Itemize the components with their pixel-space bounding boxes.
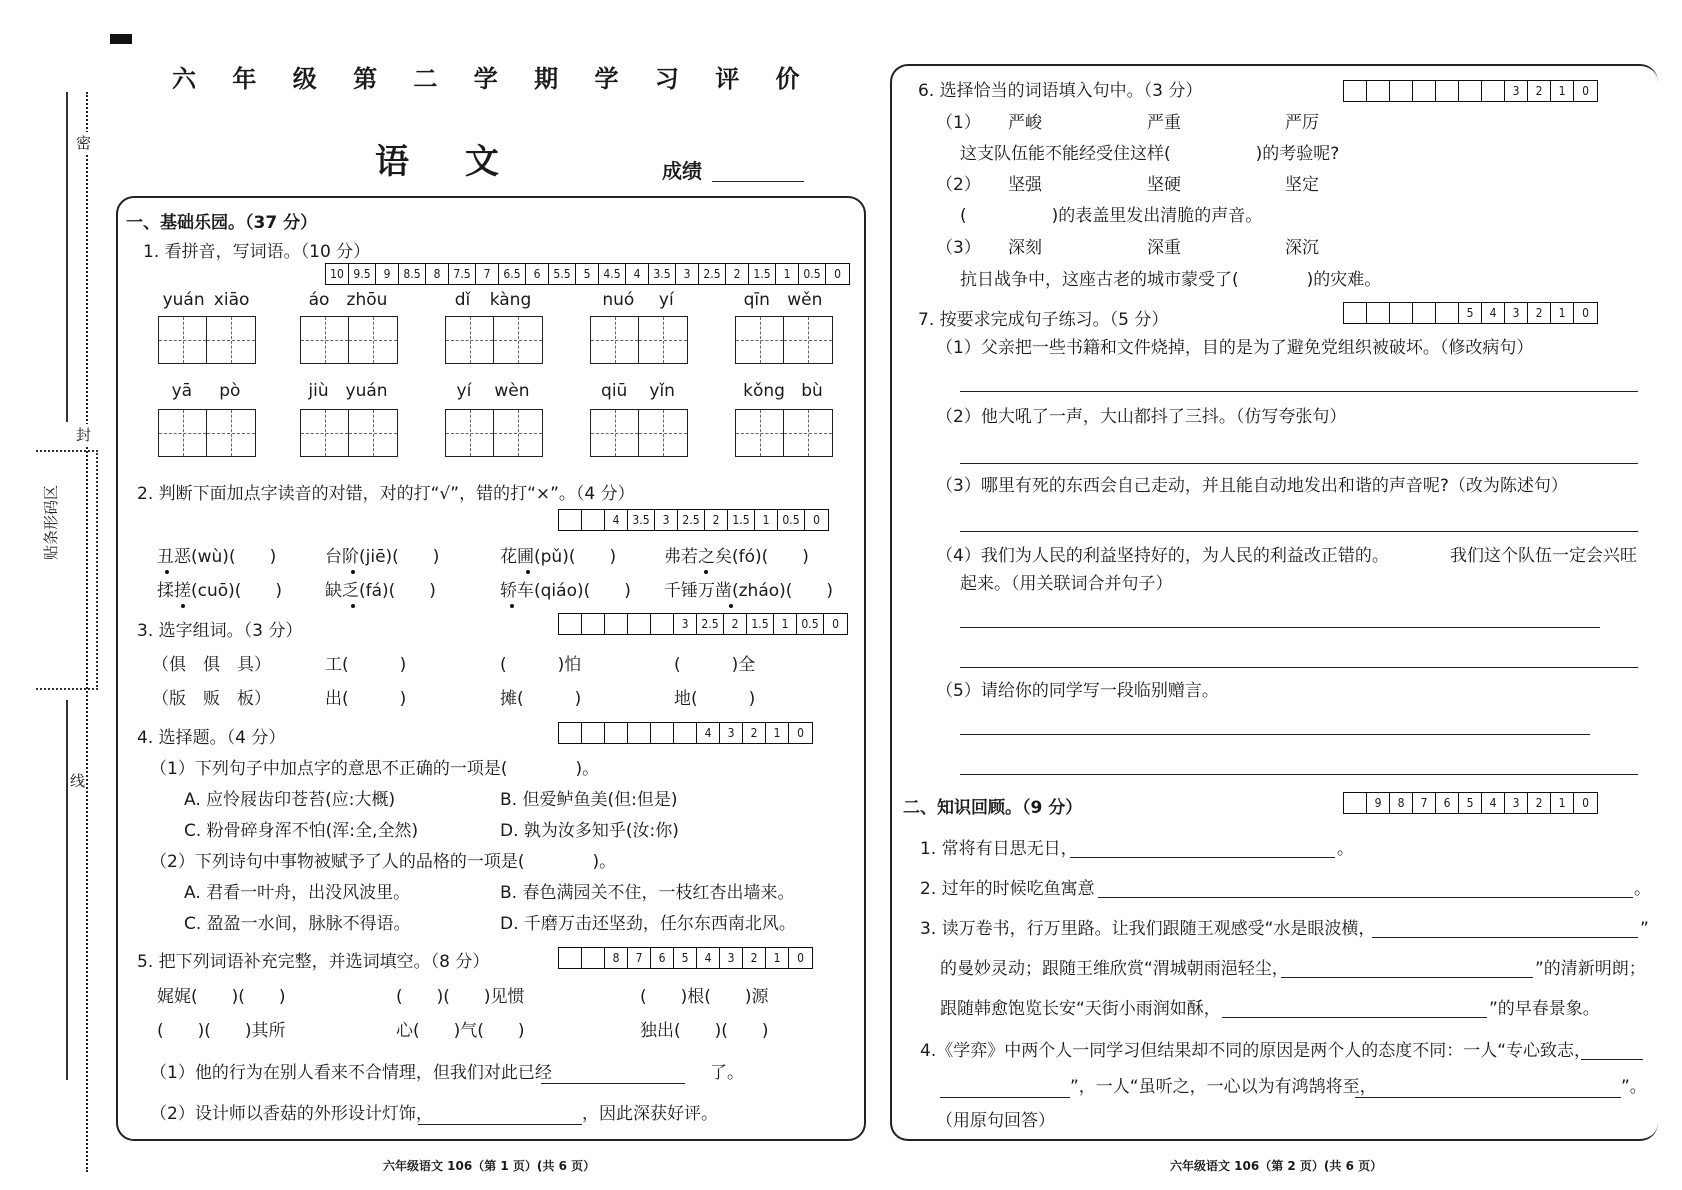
pinyin-syllable: qiū [601,381,628,401]
score-cell[interactable] [1436,81,1459,101]
score-cell[interactable]: 7 [476,264,499,284]
section2-score-box[interactable] [1343,792,1598,814]
writing-cell[interactable] [446,410,494,456]
score-cell[interactable]: 6 [1436,793,1459,813]
writing-grid[interactable] [590,409,688,457]
seal-xian: 线 [70,772,86,790]
footer-left: 六年级语文 106（第 1 页）(共 6 页） [383,1159,596,1173]
q7-score-box[interactable] [1343,302,1598,324]
score-cell[interactable]: 2 [1528,793,1551,813]
barcode-label: 贴条形码区 [42,484,60,560]
writing-cell[interactable] [784,317,832,363]
score-cell[interactable]: 8 [1390,793,1413,813]
q7-sub2: （2）他大吼了一声，大山都抖了三抖。（仿写夸张句） [936,407,1347,427]
q5-blank[interactable]: ( )( )其所 [157,1021,286,1041]
score-cell[interactable]: 3 [1505,81,1528,101]
score-cell[interactable] [582,510,605,530]
score-blank[interactable] [712,162,804,182]
writing-cell[interactable] [494,317,542,363]
score-cell[interactable]: 3.5 [628,510,655,530]
score-cell[interactable]: 1.5 [747,614,774,634]
score-cell[interactable]: 4 [605,510,628,530]
section1-heading: 一、基础乐园。（37 分） [126,213,318,233]
pinyin-label [445,290,541,310]
score-cell[interactable]: 6 [651,948,674,968]
writing-grid[interactable] [735,316,833,364]
score-cell[interactable]: 1 [766,948,789,968]
score-cell[interactable]: 5 [1459,303,1482,323]
pinyin-syllable: yí [658,290,674,310]
q3-score-box[interactable] [558,613,848,635]
k4-answer-line[interactable] [1355,1078,1621,1098]
pinyin-syllable: zhōu [346,290,388,310]
writing-grid[interactable] [158,316,256,364]
score-cell[interactable]: 3 [720,723,743,743]
q1-score-box[interactable] [325,263,850,285]
score-cell[interactable]: 1 [766,723,789,743]
writing-cell[interactable] [736,317,784,363]
score-cell[interactable]: 1 [1551,303,1574,323]
score-cell[interactable]: 8 [426,264,449,284]
q7-answer-line[interactable] [960,755,1638,775]
score-cell[interactable] [559,948,582,968]
pinyin-syllable: yǐn [649,381,675,401]
q3-blank[interactable]: ( )怕 [500,655,582,675]
q6-title: 6. 选择恰当的词语填入句中。（3 分） [918,81,1203,101]
pinyin-syllable: yí [456,381,472,401]
pinyin-label [300,381,396,401]
pinyin-syllable: dǐ [454,290,471,310]
score-cell[interactable] [559,723,582,743]
score-cell[interactable]: 7 [1413,793,1436,813]
pinyin-syllable: wěn [787,290,823,310]
score-cell[interactable]: 3 [1505,793,1528,813]
pinyin-label [590,290,686,310]
score-cell[interactable] [1390,81,1413,101]
score-cell[interactable] [1367,303,1390,323]
writing-cell[interactable] [349,317,397,363]
score-cell[interactable]: 6 [526,264,549,284]
q3-option: （俱 俱 具） [152,655,271,675]
q4-option-d2: D. 千磨万击还坚劲，任尔东西南北风。 [500,914,796,934]
q4-option-d: D. 孰为汝多知乎(汝:你) [500,821,679,841]
writing-cell[interactable] [736,410,784,456]
score-cell[interactable]: 0.5 [797,614,824,634]
q6-word: 严峻 [1008,113,1042,133]
score-cell[interactable]: 4 [697,723,720,743]
q5-sentence2: （2）设计师以香菇的外形设计灯饰， [150,1104,433,1124]
score-cell[interactable] [1459,81,1482,101]
q7-sub4: （4）我们为人民的利益坚持好的，为人民的利益改正错的。 [936,546,1389,566]
score-cell[interactable] [582,723,605,743]
q2-item[interactable]: 缺乏(fá)( ) [325,581,436,601]
q2-item[interactable]: 花圃(pǔ)( ) [500,547,617,567]
pinyin-label [445,381,541,401]
k3-answer-line[interactable] [1222,998,1487,1018]
score-cell[interactable] [651,723,674,743]
q4-option-a2: A. 君看一叶舟，出没风波里。 [184,883,411,903]
q3-title: 3. 选字组词。（3 分） [137,621,303,641]
score-cell[interactable] [1344,81,1367,101]
q4-sub2[interactable]: （2）下列诗句中事物被赋予了人的品格的一项是( )。 [150,852,617,872]
writing-grid[interactable] [590,316,688,364]
score-cell[interactable]: 0 [1582,796,1589,810]
q6-word: 深重 [1147,238,1181,258]
footer-right: 六年级语文 106（第 2 页）(共 6 页） [1170,1159,1383,1173]
seal-mi: 密 [76,134,92,152]
score-cell[interactable] [605,723,628,743]
seal-feng: 封 [76,426,92,444]
pinyin-syllable: qīn [743,290,770,310]
q6-word: 严重 [1147,113,1181,133]
score-cell[interactable]: 2 [1528,303,1551,323]
q6-word: 深沉 [1285,238,1319,258]
score-cell[interactable]: 9 [1367,793,1390,813]
k4-answer-line[interactable] [1581,1040,1643,1060]
score-cell[interactable]: 9.5 [349,264,376,284]
score-cell[interactable]: 0 [797,951,804,965]
score-cell[interactable]: 6.5 [499,264,526,284]
q3-blank[interactable]: 出( ) [325,689,407,709]
pinyin-syllable: kàng [489,290,532,310]
pinyin-syllable: yuán [162,290,205,310]
q6-word: 深刻 [1008,238,1042,258]
pinyin-label [590,381,686,401]
q2-score-box[interactable] [558,509,829,531]
q7-answer-line[interactable] [960,444,1638,464]
writing-grid[interactable] [735,409,833,457]
page-title: 六 年 级 第 二 学 期 学 习 评 价 [172,65,814,93]
score-cell[interactable] [1413,303,1436,323]
score-cell[interactable]: 5 [1459,793,1482,813]
q2-item[interactable]: 台阶(jiē)( ) [325,547,440,567]
score-cell[interactable]: 2 [743,948,766,968]
pinyin-syllable: pò [219,381,241,401]
pinyin-syllable: nuó [602,290,635,310]
writing-cell[interactable] [639,410,687,456]
score-cell[interactable]: 4.5 [599,264,626,284]
score-cell[interactable]: 5 [674,948,697,968]
score-cell[interactable]: 2 [726,264,749,284]
q2-title: 2. 判断下面加点字读音的对错，对的打“√”，错的打“×”。（4 分） [137,484,635,504]
score-cell[interactable]: 1 [774,614,797,634]
q6-score-box[interactable] [1343,80,1598,102]
writing-cell[interactable] [639,317,687,363]
pinyin-label [158,290,254,310]
score-cell[interactable]: 1 [1551,81,1574,101]
q7-answer-line[interactable] [960,715,1590,735]
q6-sentence[interactable]: 这支队伍能不能经受住这样( )的考验呢? [960,144,1340,164]
writing-grid[interactable] [300,316,398,364]
pinyin-label [735,290,831,310]
k2-answer-line[interactable] [1098,878,1633,898]
score-cell[interactable] [674,723,697,743]
score-cell[interactable] [559,510,582,530]
score-cell[interactable]: 0.5 [799,264,826,284]
score-cell[interactable] [1482,81,1505,101]
q2-item[interactable]: 轿车(qiáo)( ) [500,581,631,601]
score-cell[interactable]: 0 [797,726,804,740]
q5-blank[interactable]: 心( )气( ) [396,1021,525,1041]
score-cell[interactable]: 3.5 [649,264,676,284]
q2-item[interactable]: 丑恶(wù)( ) [157,547,277,567]
score-cell[interactable]: 2 [705,510,728,530]
score-cell[interactable]: 3 [674,614,697,634]
q3-blank[interactable]: 地( ) [674,689,756,709]
k3-answer-line[interactable] [1281,958,1533,978]
q7-title: 7. 按要求完成句子练习。（5 分） [918,310,1169,330]
q7-answer-line[interactable] [960,512,1638,532]
q6-word: 坚定 [1285,175,1319,195]
q7-sub3: （3）哪里有死的东西会自己走动，并且能自动地发出和谐的声音呢?（改为陈述句） [936,476,1568,496]
score-cell[interactable]: 0.5 [778,510,805,530]
score-cell[interactable]: 0 [813,513,820,527]
pinyin-syllable: bù [801,381,823,401]
score-cell[interactable] [1390,303,1413,323]
score-cell[interactable] [1436,303,1459,323]
k3-answer-line[interactable] [1372,918,1638,938]
q6-word: 严厉 [1285,113,1319,133]
q7-sub1: （1）父亲把一些书籍和文件烧掉，目的是为了避免党组织被破坏。（修改病句） [936,338,1534,358]
score-cell[interactable]: 8.5 [399,264,426,284]
score-cell[interactable] [605,614,628,634]
writing-cell[interactable] [591,410,639,456]
writing-grid[interactable] [445,316,543,364]
writing-cell[interactable] [446,317,494,363]
q7-sub5: （5）请给你的同学写一段临别赠言。 [936,681,1219,701]
q4-sub1[interactable]: （1）下列句子中加点字的意思不正确的一项是( )。 [150,759,600,779]
score-cell[interactable]: 3 [676,264,699,284]
q5-blank[interactable]: 独出( )( ) [640,1021,769,1041]
score-cell[interactable]: 9 [376,264,399,284]
q5-answer-line[interactable] [541,1064,685,1084]
score-cell[interactable]: 7.5 [449,264,476,284]
q6-sentence[interactable]: ( )的表盖里发出清脆的声音。 [960,206,1263,226]
k4-answer-line[interactable] [940,1078,1070,1098]
score-cell[interactable]: 3 [1505,303,1528,323]
score-cell[interactable]: 3 [655,510,678,530]
margin-area [0,0,110,1190]
score-cell[interactable] [1344,303,1367,323]
q5-blank[interactable]: ( )( )见惯 [396,987,525,1007]
score-cell[interactable]: 5.5 [549,264,576,284]
score-cell[interactable] [559,614,582,634]
q5-blank[interactable]: 娓娓( )( ) [157,987,286,1007]
q5-blank[interactable]: ( )根( )源 [640,987,769,1007]
pinyin-label [158,381,254,401]
writing-cell[interactable] [301,410,349,456]
pinyin-syllable: áo [308,290,330,310]
score-cell[interactable] [1344,793,1367,813]
pinyin-syllable: kǒng [743,381,785,401]
score-cell[interactable]: 0 [1582,306,1589,320]
score-cell[interactable]: 7 [628,948,651,968]
score-cell[interactable] [1367,81,1390,101]
q6-word: 坚硬 [1147,175,1181,195]
writing-grid[interactable] [158,409,256,457]
pinyin-syllable: yā [171,381,193,401]
writing-cell[interactable] [159,410,207,456]
pinyin-label [300,290,396,310]
score-cell[interactable]: 0 [1582,84,1589,98]
score-cell[interactable]: 4 [1482,303,1505,323]
q7-answer-line[interactable] [960,608,1600,628]
score-cell[interactable]: 2.5 [699,264,726,284]
score-cell[interactable]: 3 [720,948,743,968]
score-cell[interactable]: 2 [724,614,747,634]
pinyin-syllable: jiù [308,381,329,401]
score-cell[interactable]: 5 [576,264,599,284]
q7-answer-line[interactable] [960,648,1638,668]
writing-cell[interactable] [591,317,639,363]
q2-item[interactable]: 揉搓(cuō)( ) [157,581,283,601]
score-cell[interactable]: 1 [1551,793,1574,813]
q3-blank[interactable]: 工( ) [325,655,407,675]
q2-item[interactable]: 弗若之矣(fó)( ) [664,547,809,567]
registration-mark [110,34,132,44]
writing-grid[interactable] [300,409,398,457]
score-cell[interactable]: 4 [626,264,649,284]
q4-option-b2: B. 春色满园关不住，一枝红杏出墙来。 [500,883,795,903]
q4-score-box[interactable] [558,722,813,744]
writing-grid[interactable] [445,409,543,457]
writing-cell[interactable] [207,410,255,456]
score-cell[interactable]: 1.5 [749,264,776,284]
q2-item[interactable]: 千锤万凿(zháo)( ) [664,581,834,601]
score-cell[interactable]: 2.5 [697,614,724,634]
score-cell[interactable] [582,614,605,634]
q1-title: 1. 看拼音，写词语。（10 分） [143,242,371,262]
score-cell[interactable]: 4 [1482,793,1505,813]
q4-option-b: B. 但爱鲈鱼美(但:但是) [500,790,678,810]
writing-cell[interactable] [207,317,255,363]
writing-cell[interactable] [301,317,349,363]
q3-blank[interactable]: ( )全 [674,655,756,675]
score-cell[interactable] [628,723,651,743]
score-cell[interactable] [1413,81,1436,101]
score-cell[interactable]: 2 [1528,81,1551,101]
q5-sentence1: （1）他的行为在别人看来不合情理，但我们对此已经 [150,1063,552,1083]
q4-title: 4. 选择题。（4 分） [137,728,286,748]
pinyin-syllable: wèn [494,381,530,401]
pinyin-syllable: xiāo [213,290,250,310]
q7-answer-line[interactable] [960,372,1638,392]
q4-option-c2: C. 盈盈一水间，脉脉不得语。 [184,914,411,934]
score-cell[interactable]: 1 [776,264,799,284]
q5-answer-line[interactable] [418,1105,582,1125]
subject-title: 语 文 [375,142,521,182]
q6-word: 坚强 [1008,175,1042,195]
section2-heading: 二、知识回顾。（9 分） [903,798,1083,818]
score-cell[interactable]: 0 [834,267,841,281]
score-cell[interactable] [582,948,605,968]
k1-answer-line[interactable] [1070,838,1335,858]
score-cell[interactable]: 2.5 [678,510,705,530]
score-cell[interactable]: 10 [326,264,349,284]
pinyin-label [735,381,831,401]
writing-cell[interactable] [784,410,832,456]
score-cell[interactable]: 1.5 [728,510,755,530]
score-cell[interactable]: 0 [832,617,839,631]
q3-option: （版 贩 板） [152,689,271,709]
score-cell[interactable]: 2 [743,723,766,743]
writing-cell[interactable] [159,317,207,363]
writing-cell[interactable] [349,410,397,456]
score-cell[interactable]: 1 [755,510,778,530]
q6-sentence[interactable]: 抗日战争中，这座古老的城市蒙受了( )的灾难。 [960,270,1382,290]
score-cell[interactable]: 4 [697,948,720,968]
score-cell[interactable]: 8 [605,948,628,968]
writing-cell[interactable] [494,410,542,456]
score-label: 成绩 [662,159,702,183]
q4-option-c: C. 粉骨碎身浑不怕(浑:全,全然) [184,821,419,841]
pinyin-syllable: yuán [345,381,388,401]
q5-score-box[interactable] [558,947,813,969]
score-cell[interactable] [628,614,651,634]
q4-option-a: A. 应怜屐齿印苍苔(应:大概) [184,790,396,810]
q5-title: 5. 把下列词语补充完整，并选词填空。（8 分） [137,952,490,972]
score-cell[interactable] [651,614,674,634]
q3-blank[interactable]: 摊( ) [500,689,582,709]
